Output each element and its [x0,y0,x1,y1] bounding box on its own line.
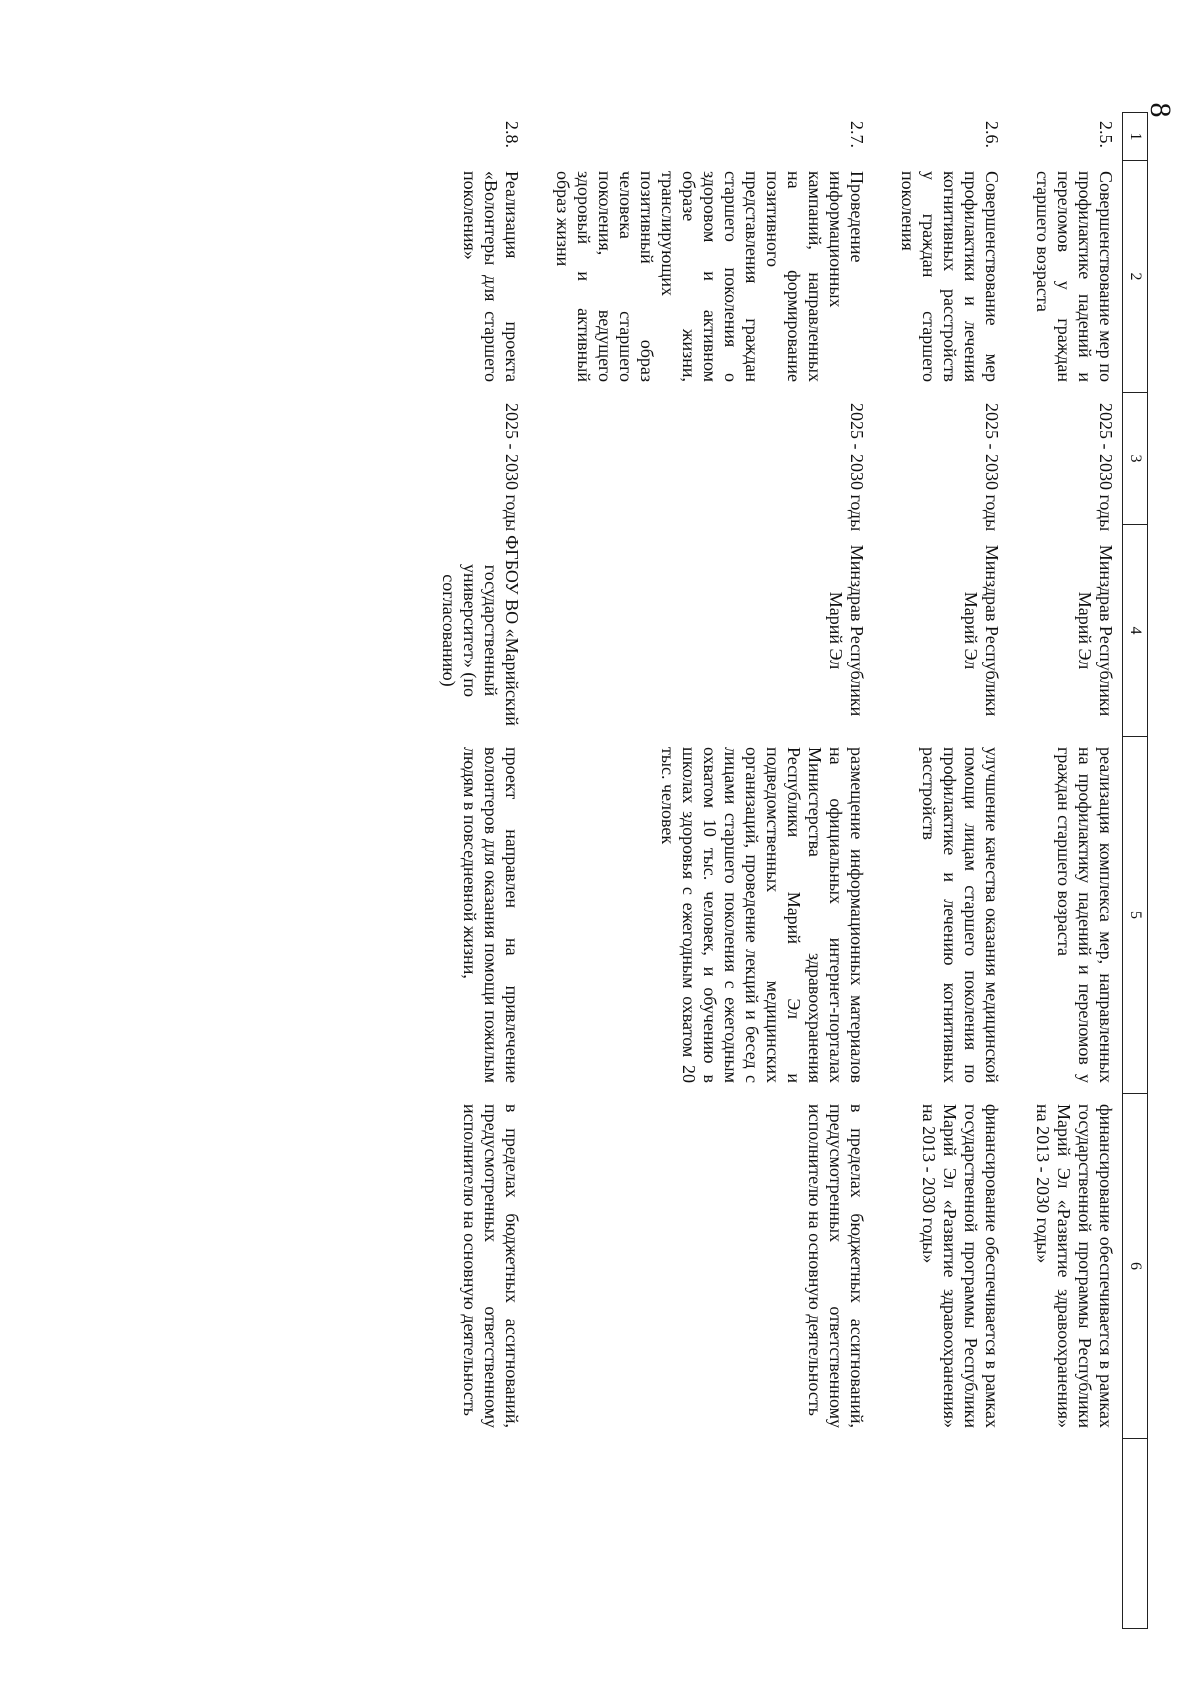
document-table-rotated [222,112,1148,1628]
action-plan-table [414,112,1148,1629]
column-header-7 [1123,1439,1148,1629]
measure-name: Реализация проекта «Волонтеры для старшего поколения» [460,171,522,382]
executor: ФГБОУ ВО «Марийский государственный университет» (по согласованию) [439,535,522,726]
expected-result: проект направлен на привлечение волонтеров для оказания помощи пожилым людям в повседневной жизни, [460,747,522,1083]
row-number: 2.6. [982,121,1002,148]
table-row [528,113,873,1629]
column-header-4: 4 [1123,525,1148,737]
period: 2025 - 2030 годы [982,403,1002,532]
empty-cell [873,1439,1008,1629]
period: 2025 - 2030 годы [1096,403,1116,532]
financing: финансирование обеспечивается в рамках государственной программы Республики Марий Эл «Развитие здравоохранения» на 2013 - 2030 годы» [919,1104,1002,1428]
table-row [414,113,528,1629]
column-header-5: 5 [1123,737,1148,1094]
table-row [1008,113,1123,1629]
column-header-row [1123,113,1148,1629]
page-number: 8 [1144,102,1177,118]
measure-name: Совершенствование мер профилактики и лечения когнитивных расстройств у граждан старшего поколения [898,171,1002,382]
empty-cell [528,1439,873,1629]
row-number: 2.5. [1096,121,1116,148]
column-header-3: 3 [1123,393,1148,525]
executor: Минздрав Республики Марий Эл [826,544,867,717]
column-header-2: 2 [1123,161,1148,393]
financing: в пределах бюджетных ассигнований, предусмотренных ответственному исполнителю на основную деятельность [460,1104,522,1428]
empty-cell [1008,1439,1123,1629]
table-row [873,113,1008,1629]
expected-result: размещение информационных материалов на официальных интернет-порталах Министерства здравоохранения Республики Марий Эл и подведомственных медицинских организаций, проведение лекций и бесед с лицами старшего поколения с ежегодным охватом 10 тыс. человек, и обучению в школах здоровья с ежегодным охватом 20 тыс. человек [658,747,867,1083]
column-header-1: 1 [1123,113,1148,161]
expected-result: улучшение качества оказания медицинской помощи лицам старшего поколения по профилактике и лечению когнитивных расстройств [919,747,1002,1083]
executor: Минздрав Республики Марий Эл [961,544,1002,717]
expected-result: реализация комплекса мер, направленных на профилактику падений и переломов у граждан старшего возраста [1054,747,1116,1083]
measure-name: Проведение информационных кампаний, направленных на формирование позитивного представления граждан старшего поколения о здоровом и активном образе жизни, транслирующих позитивный образ человека старшего поколения, ведущего здоровый и активный образ жизни [553,171,867,382]
column-header-6: 6 [1123,1094,1148,1439]
financing: финансирование обеспечивается в рамках государственной программы Республики Марий Эл «Развитие здравоохранения» на 2013 - 2030 годы» [1033,1104,1116,1428]
row-number: 2.8. [502,121,522,148]
empty-cell [414,1439,528,1629]
row-number: 2.7. [847,121,867,148]
period: 2025 - 2030 годы [847,403,867,532]
executor: Минздрав Республики Марий Эл [1075,544,1116,717]
period: 2025 - 2030 годы [502,403,522,532]
measure-name: Совершенствование мер по профилактике падений и переломов у граждан старшего возраста [1033,171,1116,382]
financing: в пределах бюджетных ассигнований, предусмотренных ответственному исполнителю на основную деятельность [805,1104,867,1428]
